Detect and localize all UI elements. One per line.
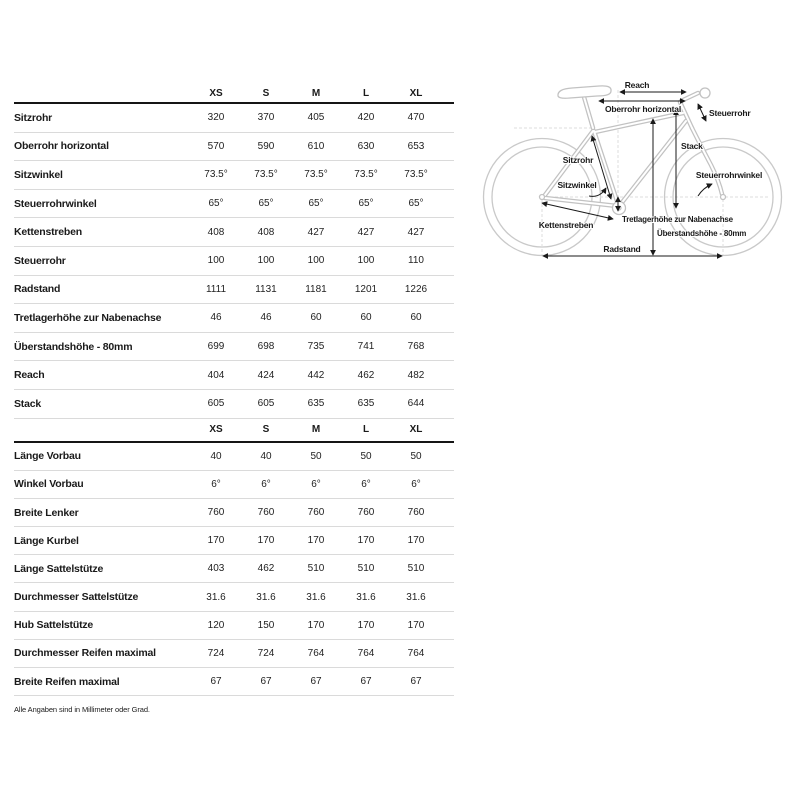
geometry-value: 6° [261, 478, 271, 490]
geometry-value: 31.6 [256, 591, 276, 603]
geometry-value: 764 [357, 647, 375, 659]
geometry-value: 510 [407, 563, 425, 575]
geometry-value: 630 [357, 140, 375, 152]
geometry-value: 724 [257, 647, 275, 659]
geometry-row [14, 499, 454, 527]
geometry-value: 427 [307, 226, 325, 238]
geometry-value: 73.5° [254, 169, 278, 181]
size-column-header: S [262, 424, 270, 436]
row-label: Länge Sattelstütze [14, 562, 104, 575]
geometry-value: 760 [257, 507, 275, 518]
size-column-header: XL [409, 424, 423, 436]
geometry-value: 6° [411, 478, 421, 490]
geometry-value: 67 [410, 676, 422, 688]
row-label: Stack [14, 397, 42, 410]
row-label: Breite Lenker [14, 506, 79, 519]
geometry-value: 73.5° [354, 169, 378, 181]
geometry-value: 442 [307, 369, 325, 381]
geometry-value: 404 [207, 369, 225, 381]
row-label: Überstandshöhe - 80mm [14, 340, 133, 353]
row-label: Reach [14, 369, 45, 382]
geometry-value: 40 [210, 450, 222, 462]
geometry-value: 65° [358, 198, 374, 210]
row-label: Breite Reifen maximal [14, 675, 120, 688]
geometry-value: 65° [408, 198, 424, 210]
row-label: Oberrohr horizontal [14, 140, 109, 153]
geometry-value: 610 [307, 140, 325, 152]
geometry-value: 462 [357, 369, 375, 381]
size-column-header: XS [209, 87, 223, 99]
geometry-value: 100 [257, 255, 275, 267]
geometry-value: 1131 [255, 283, 277, 295]
handlebar-grip [700, 88, 710, 98]
geometry-value: 408 [257, 226, 275, 238]
steuerrohrwinkel-label: Steuerrohrwinkel [695, 170, 763, 180]
row-label: Sitzrohr [14, 111, 53, 124]
geometry-value: 741 [357, 341, 375, 353]
geometry-value: 424 [257, 369, 275, 381]
geometry-value: 65° [308, 198, 324, 210]
geometry-value: 403 [207, 563, 225, 575]
geometry-value: 760 [307, 507, 325, 518]
geometry-row [14, 583, 454, 611]
row-label: Hub Sattelstütze [14, 619, 94, 632]
geometry-value: 605 [207, 398, 225, 410]
geometry-value: 635 [307, 398, 325, 410]
geometry-row [14, 668, 454, 696]
geometry-value: 120 [207, 619, 225, 631]
geometry-value: 760 [207, 507, 225, 518]
geometry-value: 170 [357, 535, 375, 547]
sitzrohr-label: Sitzrohr [562, 155, 594, 165]
size-header-row [14, 419, 454, 443]
geometry-value: 100 [307, 255, 325, 267]
geometry-value: 510 [357, 563, 375, 575]
geometry-value: 1181 [305, 283, 327, 295]
size-column-header: XL [409, 87, 423, 99]
geometry-value: 67 [310, 676, 322, 688]
size-column-header: L [362, 87, 370, 99]
geometry-value: 605 [257, 398, 275, 410]
geometry-row [14, 471, 454, 499]
geometry-value: 65° [258, 198, 274, 210]
geometry-value: 50 [310, 450, 322, 462]
geometry-value: 320 [207, 112, 225, 124]
geometry-value: 31.6 [306, 591, 326, 603]
geometry-value: 73.5° [204, 169, 228, 181]
geometry-value: 31.6 [356, 591, 376, 603]
geometry-row [14, 218, 454, 247]
geometry-value: 31.6 [206, 591, 226, 603]
geometry-row [14, 161, 454, 190]
geometry-row [14, 304, 454, 333]
geometry-value: 73.5° [404, 169, 428, 181]
geometry-value: 699 [207, 341, 225, 353]
geometry-value: 370 [257, 112, 275, 124]
steuerrohr-arrow [698, 104, 706, 121]
geometry-row [14, 640, 454, 668]
row-label: Sitzwinkel [14, 168, 63, 181]
geometry-value: 110 [408, 255, 424, 267]
size-column-header: M [311, 87, 321, 99]
geometry-row [14, 443, 454, 471]
reach-label: Reach [624, 80, 650, 90]
geometry-row [14, 390, 454, 419]
geometry-value: 590 [257, 140, 275, 152]
geometry-row [14, 333, 454, 362]
geometry-value: 420 [357, 112, 375, 124]
geometry-value: 1111 [205, 283, 227, 295]
row-label: Winkel Vorbau [14, 478, 84, 491]
geometry-value: 67 [210, 676, 222, 688]
geometry-row [14, 247, 454, 276]
geometry-row [14, 104, 454, 133]
steuerrohr-label: Steuerrohr [709, 108, 751, 118]
tretlagerhoehe-label: Tretlagerhöhe zur Nabenachse [622, 215, 733, 224]
geometry-value: 67 [260, 676, 272, 688]
geometry-value: 46 [210, 312, 222, 324]
geometry-value: 170 [307, 619, 325, 631]
geometry-value: 427 [357, 226, 375, 238]
units-footnote: Alle Angaben sind in Millimeter oder Grad. [14, 705, 150, 714]
geometry-value: 40 [260, 450, 272, 462]
row-label: Länge Kurbel [14, 534, 79, 547]
geometry-value: 570 [207, 140, 225, 152]
geometry-value: 1226 [404, 283, 428, 295]
geometry-value: 1201 [354, 283, 378, 295]
row-label: Steuerrohrwinkel [14, 197, 97, 210]
geometry-value: 764 [307, 647, 325, 659]
bike-geometry-diagram [480, 55, 800, 270]
geometry-value: 170 [407, 535, 425, 547]
geometry-value: 724 [207, 647, 225, 659]
geometry-row [14, 361, 454, 390]
row-label: Tretlagerhöhe zur Nabenachse [14, 311, 162, 324]
front-hub [721, 195, 726, 200]
geometry-value: 65° [208, 198, 224, 210]
geometry-row [14, 612, 454, 640]
geometry-value: 60 [310, 312, 322, 324]
geometry-value: 510 [307, 563, 325, 575]
sitzwinkel-label: Sitzwinkel [557, 180, 597, 190]
size-header-row [14, 84, 454, 104]
row-label: Länge Vorbau [14, 450, 81, 463]
geometry-row [14, 190, 454, 219]
ueberstandshoehe-label: Überstandshöhe - 80mm [657, 229, 747, 238]
geometry-value: 31.6 [406, 591, 426, 603]
geometry-value: 100 [207, 255, 225, 267]
geometry-value: 170 [257, 535, 275, 547]
geometry-value: 60 [360, 312, 372, 324]
geometry-value: 46 [260, 312, 272, 324]
geometry-value: 73.5° [304, 169, 328, 181]
geometry-row [14, 133, 454, 162]
geometry-value: 6° [361, 478, 371, 490]
geometry-value: 50 [360, 450, 372, 462]
geometry-value: 67 [360, 676, 372, 688]
size-column-header: S [262, 87, 270, 99]
geometry-value: 408 [207, 226, 225, 238]
kettenstreben-label: Kettenstreben [538, 220, 594, 230]
steuerrohrwinkel-arc [698, 184, 712, 196]
geometry-value: 6° [211, 478, 221, 490]
stack-label: Stack [681, 141, 703, 151]
geometry-value: 50 [410, 450, 422, 462]
geometry-table [14, 84, 454, 696]
geometry-value: 100 [357, 255, 375, 267]
geometry-value: 760 [357, 507, 375, 518]
saddle [558, 86, 611, 98]
geometry-value: 482 [407, 369, 425, 381]
geometry-value: 635 [357, 398, 375, 410]
row-label: Radstand [14, 283, 61, 296]
row-label: Steuerrohr [14, 254, 66, 267]
geometry-value: 764 [407, 647, 425, 659]
geometry-value: 470 [407, 112, 425, 124]
geometry-value: 170 [407, 619, 425, 631]
geometry-row [14, 555, 454, 583]
geometry-value: 60 [410, 312, 422, 324]
geometry-value: 150 [257, 619, 275, 631]
rear-hub [540, 195, 545, 200]
geometry-row [14, 276, 454, 305]
size-column-header: XS [209, 424, 223, 436]
geometry-value: 462 [257, 563, 275, 575]
geometry-value: 170 [207, 535, 225, 547]
geometry-row [14, 527, 454, 555]
geometry-value: 653 [407, 140, 425, 152]
geometry-value: 6° [311, 478, 321, 490]
geometry-value: 170 [307, 535, 325, 547]
geometry-value: 768 [407, 341, 425, 353]
geometry-value: 698 [257, 341, 275, 353]
geometry-value: 760 [407, 507, 425, 518]
geometry-value: 644 [407, 398, 425, 410]
size-column-header: L [362, 424, 370, 436]
size-column-header: M [311, 424, 321, 436]
oberrohr-label: Oberrohr horizontal [604, 104, 682, 114]
row-label: Kettenstreben [14, 226, 82, 239]
geometry-value: 427 [407, 226, 425, 238]
radstand-label: Radstand [603, 244, 641, 254]
geometry-value: 735 [307, 341, 325, 353]
geometry-value: 405 [307, 112, 325, 124]
row-label: Durchmesser Sattelstütze [14, 591, 139, 604]
geometry-value: 170 [357, 619, 375, 631]
row-label: Durchmesser Reifen maximal [14, 647, 156, 660]
